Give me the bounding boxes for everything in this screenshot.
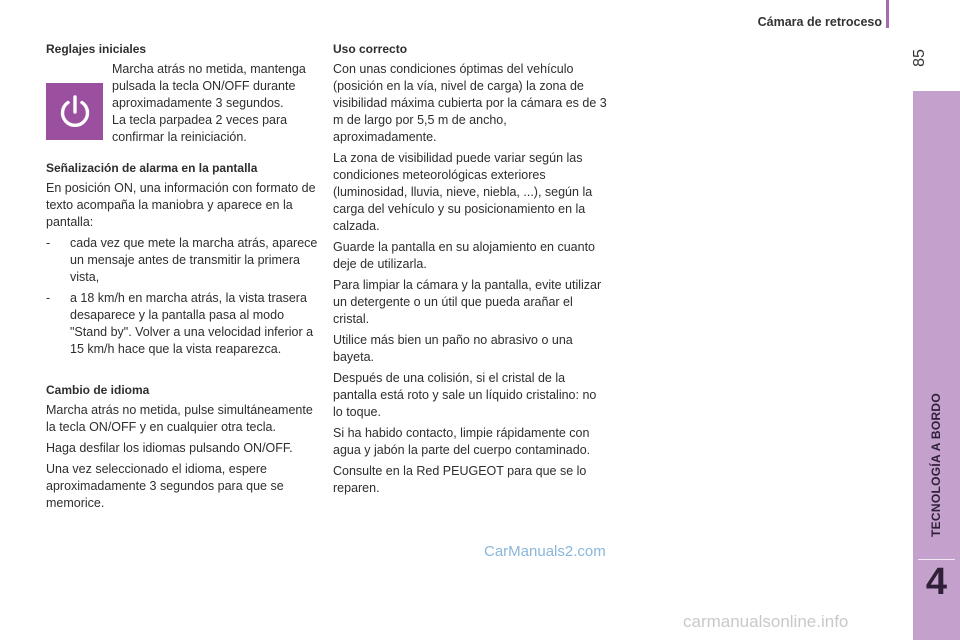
watermark-carmanualsonline: carmanualsonline.info [683,612,849,631]
left-column [46,41,318,516]
page-number: 85 [911,49,928,67]
correct-use-paragraph: Guarde la pantalla en su alojamiento en cuanto deje de utilizarla. [333,240,595,271]
power-icon [46,83,103,140]
chapter-tab-label: TECNOLOGÍA A BORDO [929,392,943,538]
correct-use-paragraph: Después de una colisión, si el cristal de la pantalla está roto y sale un líquido cristalino: no lo toque. [333,371,597,419]
list-item: - a 18 km/h en marcha atrás, la vista trasera desaparece y la pantalla pasa al modo "Stand by". Volver a una velocidad inferior a 15 km/h hace que la vista reaparezca. [46,290,318,358]
correct-use-paragraph: La zona de visibilidad puede variar según las condiciones meteorológicas exteriores (luminosidad, lluvia, nieve, niebla, ...), según la carga del vehículo y su posicionamiento en la calzada. [333,151,593,233]
list-item-text: a 18 km/h en marcha atrás, la vista trasera desaparece y la pantalla pasa al modo "Stand by". Volver a una velocidad inferior a 15 km/h hace que la vista reaparezca. [70,291,314,356]
correct-use-paragraph: Para limpiar la cámara y la pantalla, evite utilizar un detergente o un útil que pueda arañar el cristal. [333,278,602,326]
initial-settings-line: La tecla parpadea 2 veces para confirmar la reiniciación. [112,113,288,144]
watermark-carmanuals2: CarManuals2.com [484,543,606,560]
language-section [46,382,318,512]
alarm-heading: Señalización de alarma en la pantalla [46,161,258,175]
list-item: - cada vez que mete la marcha atrás, aparece un mensaje antes de transmitir la primera vista, [46,236,318,284]
list-item-text: cada vez que mete la marcha atrás, aparece un mensaje antes de transmitir la primera vista, [70,236,318,284]
initial-settings-heading: Reglajes iniciales [46,42,147,56]
correct-use-paragraph: Si ha habido contacto, limpie rápidamente con agua y jabón la parte del cuerpo contaminado. [333,426,591,457]
right-column [333,41,608,501]
chapter-side-tab [913,91,960,640]
alarm-intro: En posición ON, una información con formato de texto acompaña la maniobra y aparece en la pantalla: [46,181,316,229]
language-paragraph: Marcha atrás no metida, pulse simultáneamente la tecla ON/OFF y en cualquier otra tecla. [46,403,313,434]
correct-use-heading: Uso correcto [333,42,408,56]
page-header-title: Cámara de retroceso [757,15,882,29]
language-heading: Cambio de idioma [46,383,150,397]
chapter-number: 4 [925,561,948,603]
initial-settings-block [46,61,318,146]
correct-use-paragraph: Consulte en la Red PEUGEOT para que se lo reparen. [333,464,587,495]
language-paragraph: Haga desfilar los idiomas pulsando ON/OFF. [46,441,293,455]
initial-settings-line: Marcha atrás no metida, mantenga pulsada la tecla ON/OFF durante aproximadamente 3 segundos. [112,62,306,110]
language-paragraph: Una vez seleccionado el idioma, espere aproximadamente 3 segundos para que se memorice. [46,462,284,510]
alarm-section [46,160,318,358]
tab-divider [918,559,955,560]
initial-settings-text [112,61,318,146]
correct-use-paragraph: Utilice más bien un paño no abrasivo o una bayeta. [333,333,573,364]
correct-use-paragraph: Con unas condiciones óptimas del vehículo (posición en la vía, nivel de carga) la zona de visibilidad máxima cubierta por la cámara es de 3 m de largo por 5,5 m de ancho, aproximadamente. [333,62,607,144]
header-accent-bar [886,0,889,28]
